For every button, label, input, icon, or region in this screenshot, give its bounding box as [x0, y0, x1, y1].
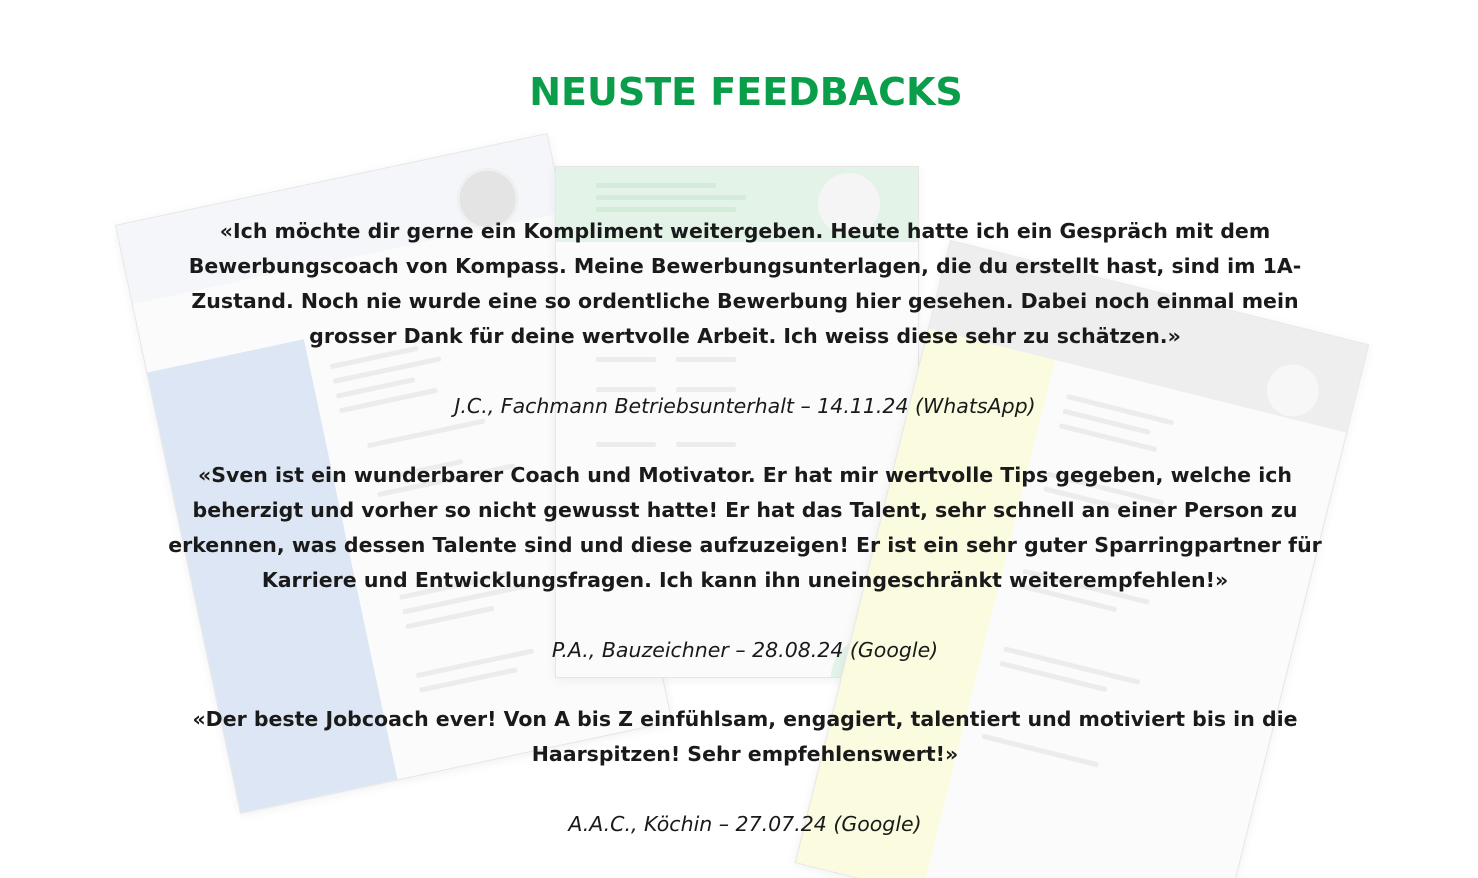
feedback-author: A.A.C., Köchin – 27.07.24 (Google)	[568, 812, 922, 836]
feedback-quote: «Der beste Jobcoach ever! Von A bis Z einfühlsam, engagiert, talentiert und motiviert bis in die Haarspitzen! Sehr empfehlenswert!»	[192, 707, 1298, 766]
feedback-quote: «Sven ist ein wunderbarer Coach und Motivator. Er hat mir wertvolle Tips gegeben, welche ich beherzigt und vorher so nicht gewusst hatte! Er hat das Talent, sehr schnell an einer Person zu erkennen, was dessen Talente sind und diese aufzuzeigen! Er ist ein sehr guter Sparringpartner für Karriere und Entwicklungsfragen. Ich kann ihn uneingeschränkt weiterempfehlen!»	[168, 463, 1322, 592]
feedback-author: J.C., Fachmann Betriebsunterhalt – 14.11.24 (WhatsApp)	[454, 394, 1036, 418]
feedback-author: P.A., Bauzeichner – 28.08.24 (Google)	[551, 638, 939, 662]
feedback-quote: «Ich möchte dir gerne ein Kompliment weitergeben. Heute hatte ich ein Gespräch mit dem Bewerbungscoach von Kompass. Meine Bewerbungsunterlagen, die du erstellt hast, sind im 1A-Zustand. Noch nie wurde eine so ordentliche Bewerbung hier gesehen. Dabei noch einmal mein grosser Dank für deine wertvolle Arbeit. Ich weiss diese sehr zu schätzen.»	[188, 219, 1302, 348]
section-title: NEUSTE FEEDBACKS	[529, 70, 963, 114]
